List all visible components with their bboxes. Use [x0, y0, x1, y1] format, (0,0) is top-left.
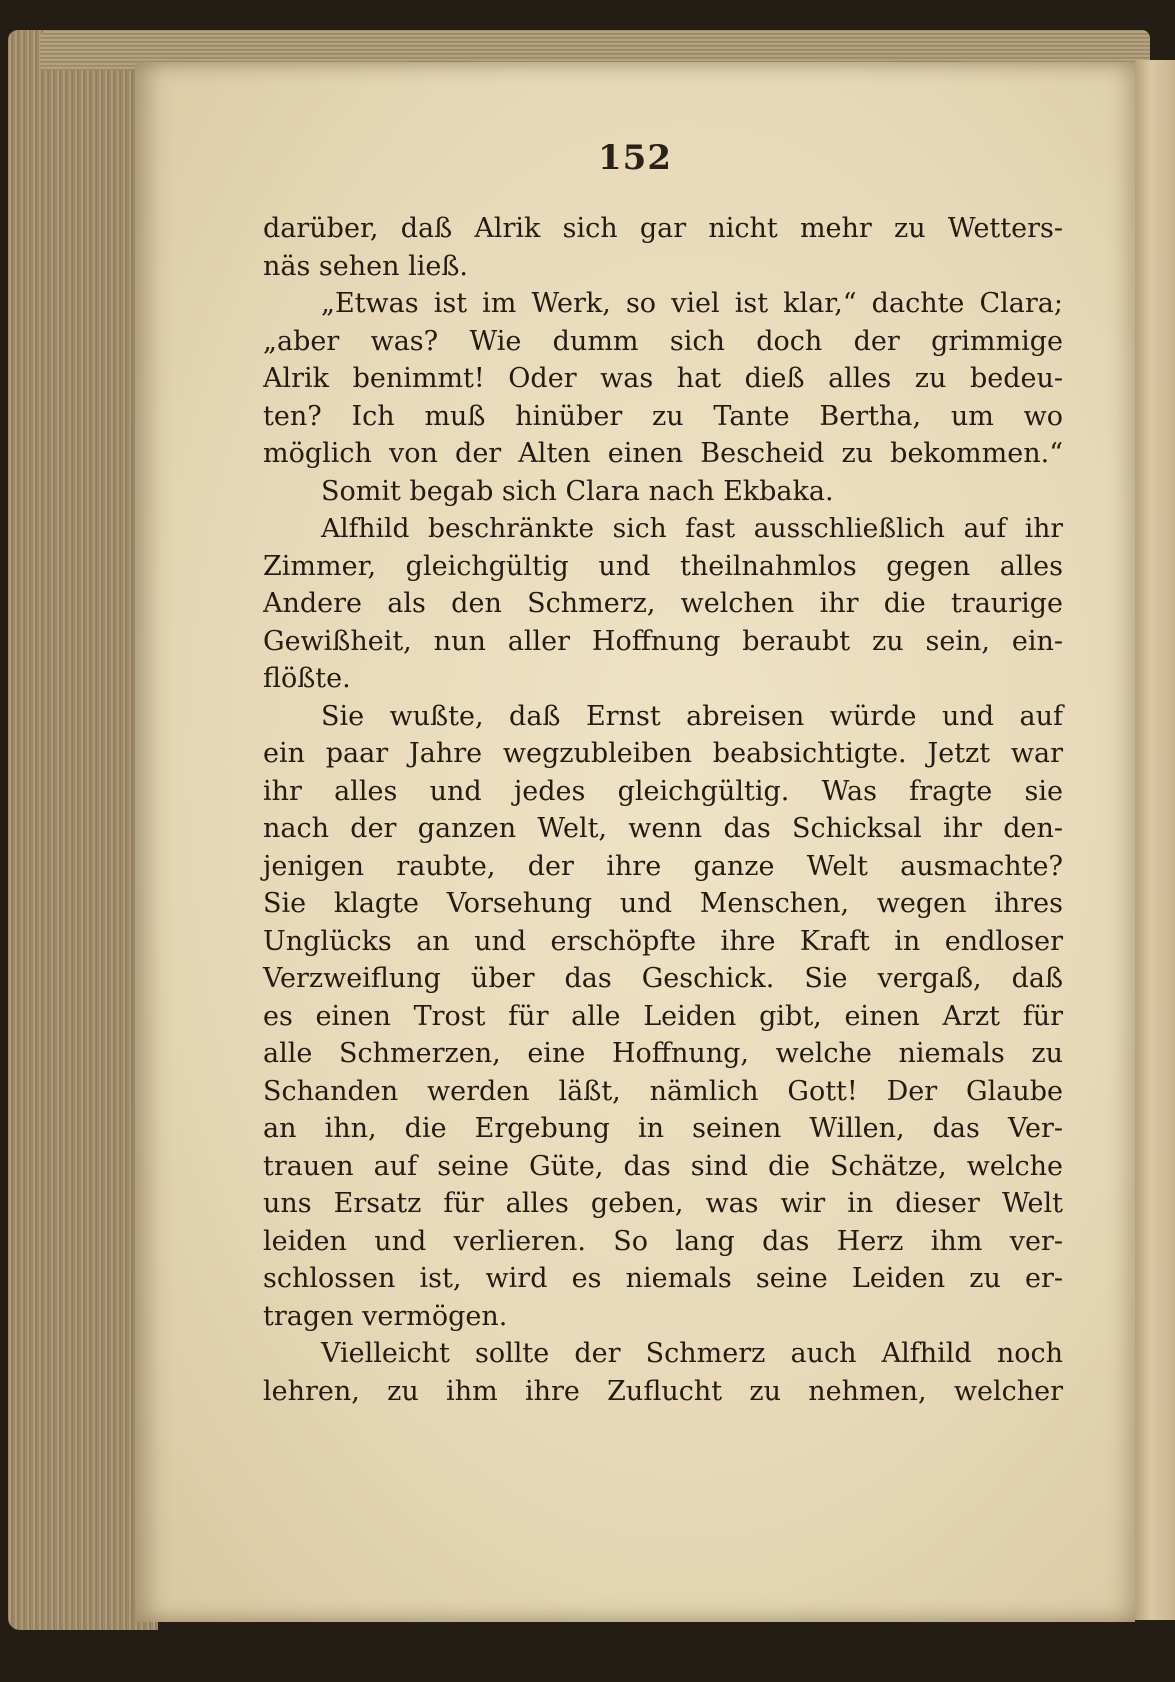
body-text	[263, 210, 1063, 1410]
text-line: Sie wußte, daß Ernst abreisen würde und auf	[321, 700, 1063, 732]
text-line: Andere als den Schmerz, welchen ihr die traurige	[263, 588, 1063, 619]
text-line: ihr alles und jedes gleichgültig. Was fragte sie	[263, 775, 1063, 807]
text-line: Alrik benimmt! Oder was hat dieß alles zu bedeu-	[263, 363, 1063, 394]
text-line: es einen Trost für alle Leiden gibt, einen Arzt für	[263, 1000, 1063, 1032]
text-line: tragen vermögen.	[263, 1300, 508, 1332]
text-line: möglich von der Alten einen Bescheid zu bekommen.“	[263, 438, 1063, 469]
text-line: Unglücks an und erschöpfte ihre Kraft in endloser	[263, 925, 1063, 957]
text-line: Vielleicht sollte der Schmerz auch Alfhild noch	[321, 1338, 1063, 1369]
text-line: flößte.	[263, 663, 351, 694]
text-line: alle Schmerzen, eine Hoffnung, welche niemals zu	[263, 1038, 1063, 1069]
text-line: „aber was? Wie dumm sich doch der grimmige	[263, 325, 1063, 357]
text-line: „Etwas ist im Werk, so viel ist klar,“ dachte Clara;	[321, 288, 1063, 319]
text-line: Alfhild beschränkte sich fast ausschließlich auf ihr	[321, 513, 1063, 544]
page-number: 152	[598, 138, 672, 178]
text-line: näs sehen ließ.	[263, 250, 468, 282]
text-line: Sie klagte Vorsehung und Menschen, wegen ihres	[263, 888, 1063, 919]
text-line: an ihn, die Ergebung in seinen Willen, das Ver-	[263, 1113, 1063, 1144]
text-line: Zimmer, gleichgültig und theilnahmlos gegen alles	[263, 550, 1063, 582]
text-line: nach der ganzen Welt, wenn das Schicksal ihr den-	[263, 813, 1063, 844]
text-line: trauen auf seine Güte, das sind die Schätze, welche	[263, 1150, 1063, 1182]
right-page-sliver	[1135, 60, 1175, 1620]
text-line: ten? Ich muß hinüber zu Tante Bertha, um wo	[263, 400, 1063, 432]
text-line: jenigen raubte, der ihre ganze Welt ausmachte?	[263, 850, 1063, 882]
text-line: schlossen ist, wird es niemals seine Leiden zu er-	[263, 1263, 1063, 1294]
text-line: darüber, daß Alrik sich gar nicht mehr zu Wetters-	[263, 213, 1063, 244]
text-line: Gewißheit, nun aller Hoffnung beraubt zu sein, ein-	[263, 625, 1063, 657]
text-line: Verzweiflung über das Geschick. Sie vergaß, daß	[263, 963, 1063, 994]
text-line: uns Ersatz für alles geben, was wir in dieser Welt	[263, 1188, 1063, 1219]
text-line: lehren, zu ihm ihre Zuflucht zu nehmen, welcher	[263, 1375, 1063, 1407]
book-page	[135, 62, 1135, 1622]
text-line: ein paar Jahre wegzubleiben beabsichtigte. Jetzt war	[263, 738, 1063, 769]
text-line: Somit begab sich Clara nach Ekbaka.	[321, 475, 834, 507]
text-line: Schanden werden läßt, nämlich Gott! Der Glaube	[263, 1075, 1063, 1107]
text-line: leiden und verlieren. So lang das Herz ihm ver-	[263, 1225, 1063, 1257]
